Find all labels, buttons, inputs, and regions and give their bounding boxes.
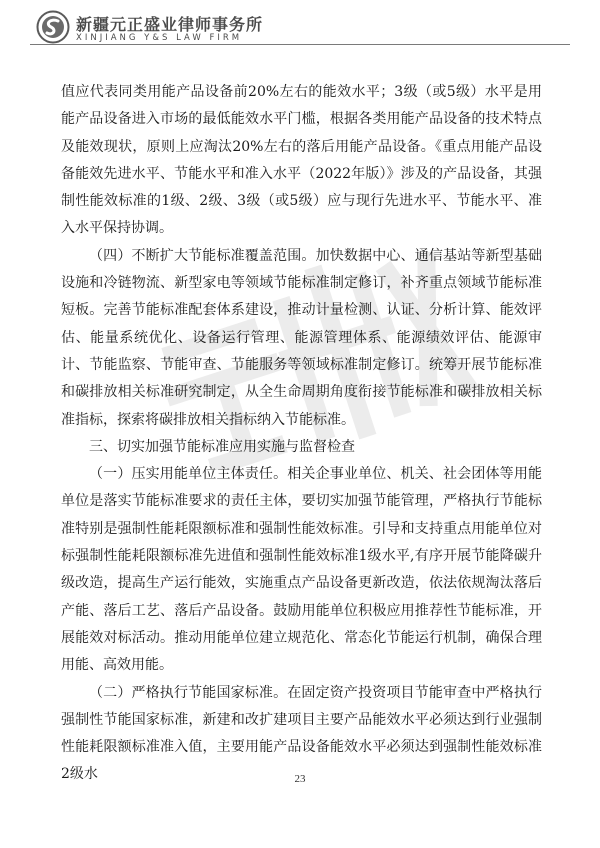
paragraph-continuation: 值应代表同类用能产品设备前20%左右的能效水平；3级（或5级）水平是用能产品设备进入市场的最低能效水平门槛，根据各类用能产品设备的技术特点及能效现状，原则上应淘汰20%左右的落后用能产品设备。《重点用能产品设备能效先进水平、节能水平和准入水平（2022年版）》涉及的产品设备，其强制性能效标准的1级、2级、3级（或5级）应与现行先进水平、节能水平、准入水平保持协调。 [61,84,542,237]
document-body [61,79,542,789]
header-divider [30,44,570,45]
firm-name-english: XINJIANG Y&S LAW FIRM [76,33,243,43]
page-header [36,8,564,48]
firm-name-chinese: 新疆元正盛业律师事务所 [76,15,264,34]
firm-logo-icon [36,10,70,44]
paragraph-section-4: （四）不断扩大节能标准覆盖范围。加快数据中心、通信基站等新型基础设施和冷链物流、新型家电等领域节能标准制定修订，补齐重点领域节能标准短板。完善节能标准配套体系建设，推动计量检测、认证、分析计算、能效评估、能量系统优化、设备运行管理、能源管理体系、能源绩效评估、能源审计、节能监察、节能审查、节能服务等领域标准制定修订。统筹开展节能标准和碳排放相关标准研究制定，从全生命周期角度衔接节能标准和碳排放相关标准指标，探索将碳排放相关指标纳入节能标准。 [61,247,542,428]
paragraph-item-2: （二）严格执行节能国家标准。在固定资产投资项目节能审查中严格执行强制性节能国家标准，新建和改扩建项目主要产品能效水平必须达到行业强制性能耗限额标准准入值，主要用能产品设备能效水平必须达到强制性能效标准2级水 [61,684,542,783]
paragraph-item-1: （一）压实用能单位主体责任。相关企事业单位、机关、社会团体等用能单位是落实节能标准要求的责任主体，要切实加强节能管理，严格执行节能标准特别是强制性能耗限额标准和强制性能效标准。引导和支持重点用能单位对标强制性能耗限额标准先进值和强制性能效标准1级水平,有序开展节能降碳升级改造，提高生产运行能效，实施重点产品设备更新改造，依法依规淘汰落后产能、落后工艺、落后产品设备。鼓励用能单位积极应用推荐性节能标准，开展能效对标活动。推动用能单位建立规范化、常态化节能运行机制，确保合理用能、高效用能。 [61,466,542,674]
page-number: 23 [294,773,306,785]
section-heading-3: 三、切实加强节能标准应用实施与监督检查 [89,438,355,455]
